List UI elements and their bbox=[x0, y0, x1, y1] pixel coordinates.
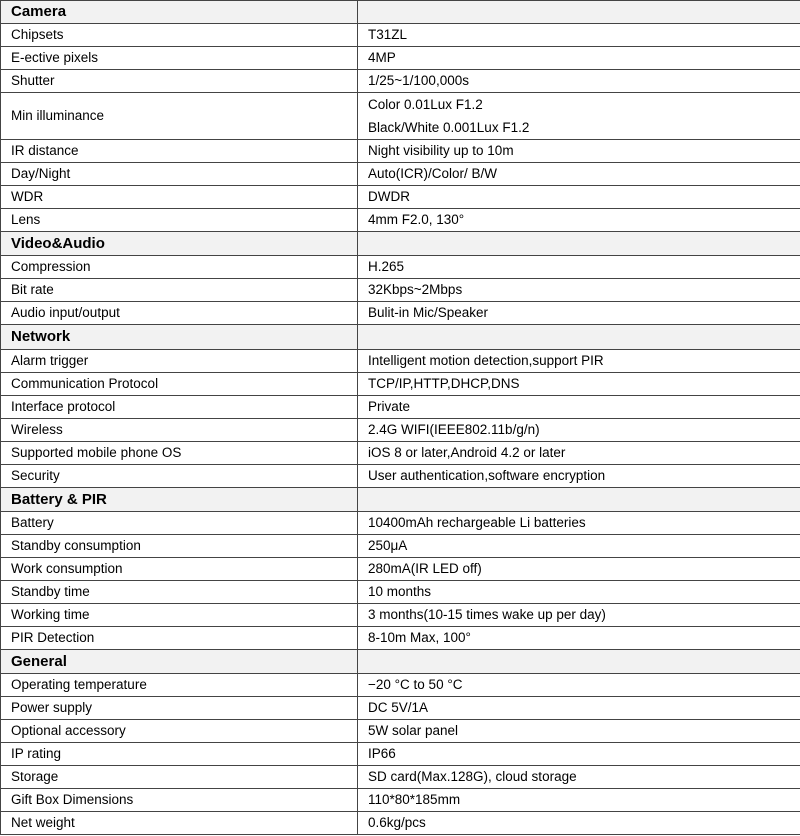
spec-value: 4mm F2.0, 130° bbox=[358, 209, 800, 232]
spec-label: IR distance bbox=[1, 140, 358, 163]
spec-label: Chipsets bbox=[1, 24, 358, 47]
spec-value: TCP/IP,HTTP,DHCP,DNS bbox=[358, 373, 800, 396]
spec-label: Interface protocol bbox=[1, 396, 358, 419]
spec-row bbox=[1, 604, 800, 627]
spec-value: 8-10m Max, 100° bbox=[358, 627, 800, 650]
spec-value: 3 months(10-15 times wake up per day) bbox=[358, 604, 800, 627]
spec-value: 280mA(IR LED off) bbox=[358, 558, 800, 581]
spec-row bbox=[1, 697, 800, 720]
spec-row bbox=[1, 47, 800, 70]
spec-label: Day/Night bbox=[1, 163, 358, 186]
section-header-row bbox=[1, 232, 800, 256]
spec-label: Min illuminance bbox=[1, 93, 358, 140]
section-header-blank bbox=[358, 1, 800, 24]
spec-row bbox=[1, 256, 800, 279]
spec-value: −20 °C to 50 °C bbox=[358, 674, 800, 697]
spec-value: 5W solar panel bbox=[358, 720, 800, 743]
section-title: Video&Audio bbox=[1, 232, 358, 256]
spec-value: Private bbox=[358, 396, 800, 419]
spec-value: 10 months bbox=[358, 581, 800, 604]
spec-value: 4MP bbox=[358, 47, 800, 70]
spec-value: DWDR bbox=[358, 186, 800, 209]
spec-row bbox=[1, 535, 800, 558]
spec-table-body bbox=[1, 1, 800, 835]
spec-value-line: Black/White 0.001Lux F1.2 bbox=[368, 120, 530, 135]
section-header-blank bbox=[358, 650, 800, 674]
spec-label: Alarm trigger bbox=[1, 350, 358, 373]
spec-row bbox=[1, 789, 800, 812]
spec-row bbox=[1, 279, 800, 302]
spec-row bbox=[1, 674, 800, 697]
spec-value: SD card(Max.128G), cloud storage bbox=[358, 766, 800, 789]
spec-label: Wireless bbox=[1, 419, 358, 442]
section-header-blank bbox=[358, 488, 800, 512]
spec-value: Intelligent motion detection,support PIR bbox=[358, 350, 800, 373]
section-header-row bbox=[1, 325, 800, 350]
spec-row bbox=[1, 396, 800, 419]
spec-label: Communication Protocol bbox=[1, 373, 358, 396]
section-title: Battery & PIR bbox=[1, 488, 358, 512]
spec-label: WDR bbox=[1, 186, 358, 209]
spec-value: 1/25~1/100,000s bbox=[358, 70, 800, 93]
spec-value: iOS 8 or later,Android 4.2 or later bbox=[358, 442, 800, 465]
spec-value: 2.4G WIFI(IEEE802.11b/g/n) bbox=[358, 419, 800, 442]
spec-label: Operating temperature bbox=[1, 674, 358, 697]
section-header-blank bbox=[358, 325, 800, 350]
spec-value: 32Kbps~2Mbps bbox=[358, 279, 800, 302]
spec-value bbox=[358, 93, 800, 140]
spec-value: DC 5V/1A bbox=[358, 697, 800, 720]
spec-value: 110*80*185mm bbox=[358, 789, 800, 812]
spec-value-line: Color 0.01Lux F1.2 bbox=[368, 97, 483, 112]
spec-label: Security bbox=[1, 465, 358, 488]
spec-value: IP66 bbox=[358, 743, 800, 766]
spec-row bbox=[1, 140, 800, 163]
spec-value: 250μA bbox=[358, 535, 800, 558]
spec-label: PIR Detection bbox=[1, 627, 358, 650]
section-title: General bbox=[1, 650, 358, 674]
spec-row bbox=[1, 766, 800, 789]
spec-row bbox=[1, 373, 800, 396]
spec-value: T31ZL bbox=[358, 24, 800, 47]
spec-label: Standby consumption bbox=[1, 535, 358, 558]
spec-label: Battery bbox=[1, 512, 358, 535]
spec-label: E-ective pixels bbox=[1, 47, 358, 70]
spec-label: Audio input/output bbox=[1, 302, 358, 325]
spec-value: Auto(ICR)/Color/ B/W bbox=[358, 163, 800, 186]
spec-row bbox=[1, 442, 800, 465]
spec-value: 10400mAh rechargeable Li batteries bbox=[358, 512, 800, 535]
spec-row bbox=[1, 350, 800, 373]
spec-value: User authentication,software encryption bbox=[358, 465, 800, 488]
spec-label: Working time bbox=[1, 604, 358, 627]
spec-label: Optional accessory bbox=[1, 720, 358, 743]
spec-label: Shutter bbox=[1, 70, 358, 93]
spec-value: Night visibility up to 10m bbox=[358, 140, 800, 163]
spec-label: Storage bbox=[1, 766, 358, 789]
spec-row bbox=[1, 302, 800, 325]
section-title: Camera bbox=[1, 1, 358, 24]
spec-row bbox=[1, 70, 800, 93]
spec-label: Net weight bbox=[1, 812, 358, 835]
section-header-blank bbox=[358, 232, 800, 256]
spec-row bbox=[1, 186, 800, 209]
spec-label: Work consumption bbox=[1, 558, 358, 581]
spec-row bbox=[1, 581, 800, 604]
spec-label: Lens bbox=[1, 209, 358, 232]
spec-row bbox=[1, 627, 800, 650]
spec-label: Gift Box Dimensions bbox=[1, 789, 358, 812]
spec-row bbox=[1, 209, 800, 232]
spec-row bbox=[1, 512, 800, 535]
spec-row bbox=[1, 558, 800, 581]
spec-value: H.265 bbox=[358, 256, 800, 279]
spec-label: Bit rate bbox=[1, 279, 358, 302]
spec-label: Standby time bbox=[1, 581, 358, 604]
spec-label: IP rating bbox=[1, 743, 358, 766]
section-header-row bbox=[1, 1, 800, 24]
spec-row bbox=[1, 743, 800, 766]
spec-value: Bulit-in Mic/Speaker bbox=[358, 302, 800, 325]
spec-row bbox=[1, 163, 800, 186]
spec-label: Compression bbox=[1, 256, 358, 279]
section-header-row bbox=[1, 488, 800, 512]
spec-label: Power supply bbox=[1, 697, 358, 720]
spec-row bbox=[1, 419, 800, 442]
spec-row bbox=[1, 465, 800, 488]
section-header-row bbox=[1, 650, 800, 674]
spec-row bbox=[1, 93, 800, 140]
spec-label: Supported mobile phone OS bbox=[1, 442, 358, 465]
spec-value: 0.6kg/pcs bbox=[358, 812, 800, 835]
section-title: Network bbox=[1, 325, 358, 350]
spec-row bbox=[1, 720, 800, 743]
spec-row bbox=[1, 24, 800, 47]
spec-row bbox=[1, 812, 800, 835]
